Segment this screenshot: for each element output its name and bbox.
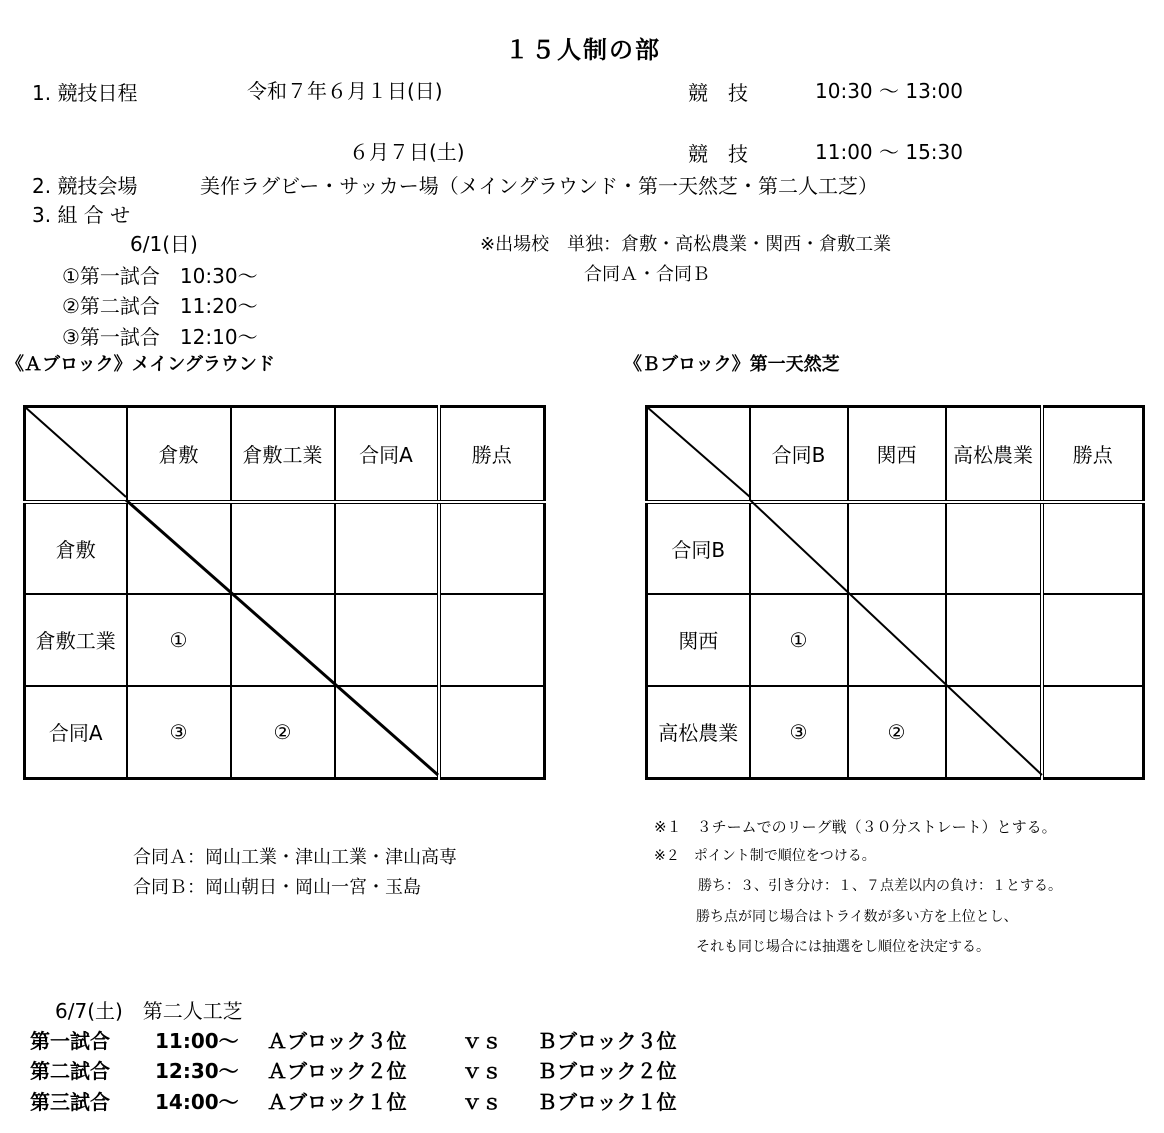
final-match-team-b: Ｂブロック２位 <box>537 1059 677 1083</box>
day1-date: 令和７年６月１日(日) <box>247 79 443 103</box>
block-b-cell <box>848 502 946 594</box>
schools-label: ※出場校 単独：倉敷・高松農業・関西・倉敷工業 <box>480 234 892 255</box>
draw-match-1: ①第一試合 10:30～ <box>62 264 258 288</box>
final-match-team-a: Ａブロック２位 <box>267 1059 407 1083</box>
note-4: 勝ち点が同じ場合はトライ数が多い方を上位とし、 <box>696 909 1018 925</box>
draw-date: 6/1(日) <box>130 232 198 256</box>
venue-label: 2. 競技会場 <box>32 174 138 198</box>
block-b-points-cell <box>1042 594 1144 686</box>
block-b-row-header: 関西 <box>647 594 750 686</box>
final-match-3 <box>30 1086 677 1115</box>
block-a-points-header: 勝点 <box>439 407 545 502</box>
final-match-vs: ｖｓ <box>462 1029 502 1053</box>
block-a-corner-diagonal <box>25 407 126 497</box>
day1-event: 競 技 <box>688 81 748 105</box>
draw-match-2: ②第二試合 11:20～ <box>62 294 258 318</box>
finals-date-venue: 6/7(土) 第二人工芝 <box>55 999 243 1023</box>
block-b-title: 《Ｂブロック》第一天然芝 <box>624 354 840 375</box>
page-title: １５人制の部 <box>505 36 661 64</box>
block-b-cell: ③ <box>750 686 848 779</box>
day1-time: 10:30 ～ 13:00 <box>815 79 963 103</box>
block-b-cell: ① <box>750 594 848 686</box>
block-b-col-header: 関西 <box>848 407 946 502</box>
block-b-points-cell <box>1042 686 1144 779</box>
schedule-label: 1. 競技日程 <box>32 81 138 105</box>
final-match-name: 第一試合 <box>30 1029 110 1053</box>
block-a-cell: ② <box>231 686 335 779</box>
block-b-col-header: 合同B <box>750 407 848 502</box>
block-b-col-header: 高松農業 <box>946 407 1042 502</box>
final-match-name: 第二試合 <box>30 1059 110 1083</box>
day2-date: ６月７日(土) <box>349 140 465 164</box>
block-a-self-match-diagonal <box>126 500 438 775</box>
draw-match-3: ③第一試合 12:10～ <box>62 325 258 349</box>
final-match-time: 12:30～ <box>155 1059 239 1083</box>
final-match-2 <box>30 1055 677 1084</box>
final-match-team-b: Ｂブロック１位 <box>537 1090 677 1114</box>
block-a-row-header: 合同A <box>25 686 127 779</box>
note-1: ※１ ３チームでのリーグ戦（３０分ストレート）とする。 <box>654 818 1057 836</box>
block-a-cell: ③ <box>127 686 231 779</box>
block-b-cell <box>750 502 848 594</box>
schools-joint: 合同Ａ・合同Ｂ <box>584 264 710 285</box>
block-b-corner-cell <box>647 407 750 502</box>
final-match-time: 14:00～ <box>155 1090 239 1114</box>
block-a-col-header: 合同A <box>335 407 439 502</box>
joint-team-a: 合同Ａ：岡山工業・津山工業・津山高専 <box>133 847 457 868</box>
day2-time: 11:00 ～ 15:30 <box>815 140 963 164</box>
venue-value: 美作ラグビー・サッカー場（メイングラウンド・第一天然芝・第二人工芝） <box>200 174 878 198</box>
note-5: それも同じ場合には抽選をし順位を決定する。 <box>696 939 990 955</box>
block-b-cell <box>946 502 1042 594</box>
block-a-cell: ① <box>127 594 231 686</box>
note-2: ※２ ポイント制で順位をつける。 <box>654 848 876 864</box>
block-b-cell <box>946 594 1042 686</box>
day2-event: 競 技 <box>688 142 748 166</box>
block-b-cell <box>946 686 1042 779</box>
final-match-1 <box>30 1025 677 1054</box>
block-b-cell <box>848 594 946 686</box>
block-b-cell: ② <box>848 686 946 779</box>
final-match-team-a: Ａブロック１位 <box>267 1090 407 1114</box>
block-a-row-header: 倉敷工業 <box>25 594 127 686</box>
final-match-vs: ｖｓ <box>462 1090 502 1114</box>
draw-label: 3. 組 合 せ <box>32 203 131 227</box>
block-b-table <box>645 405 1145 780</box>
final-match-name: 第三試合 <box>30 1090 110 1114</box>
joint-team-b: 合同Ｂ：岡山朝日・岡山一宮・玉島 <box>133 877 421 898</box>
note-3: 勝ち：３、引き分け：１、７点差以内の負け：１とする。 <box>698 878 1062 894</box>
final-match-team-b: Ｂブロック３位 <box>537 1029 677 1053</box>
block-b-row-header: 高松農業 <box>647 686 750 779</box>
final-match-vs: ｖｓ <box>462 1059 502 1083</box>
block-a-row-header: 倉敷 <box>25 502 127 594</box>
block-b-row-header: 合同B <box>647 502 750 594</box>
final-match-team-a: Ａブロック３位 <box>267 1029 407 1053</box>
block-a-col-header: 倉敷 <box>127 407 231 502</box>
block-b-points-cell <box>1042 502 1144 594</box>
final-match-time: 11:00～ <box>155 1029 239 1053</box>
block-a-col-header: 倉敷工業 <box>231 407 335 502</box>
block-a-title: 《Ａブロック》メイングラウンド <box>6 354 275 375</box>
block-b-points-header: 勝点 <box>1042 407 1144 502</box>
